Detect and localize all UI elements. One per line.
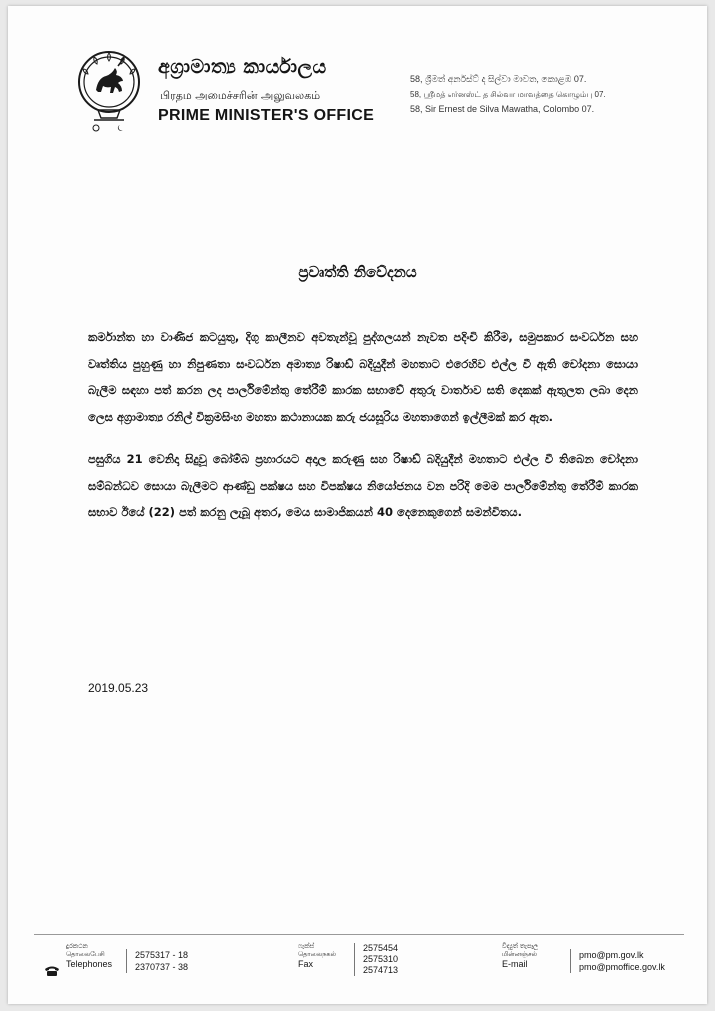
document-heading: ප්‍රවෘත්ති නිවේදනය xyxy=(298,263,417,281)
letterhead xyxy=(74,44,674,136)
telephone-label xyxy=(66,943,112,970)
sri-lanka-emblem-icon xyxy=(74,44,144,134)
org-name-sinhala: අග්‍රාමාත්‍ය කාර්යාලය xyxy=(158,56,327,78)
letterhead-footer xyxy=(34,934,684,985)
fax-number-2: 2575310 xyxy=(363,954,399,964)
telephone-number-1: 2575317 - 18 xyxy=(135,950,189,960)
telephone-icon xyxy=(44,965,60,977)
telephone-number-2: 2370737 - 38 xyxy=(135,962,189,972)
document-body xyxy=(88,324,638,542)
org-name-tamil: பிரதம அமைச்சரின் அலுவலகம் xyxy=(160,89,321,102)
org-name-english: PRIME MINISTER'S OFFICE xyxy=(158,107,375,124)
document-page xyxy=(8,6,707,1004)
body-paragraph-1: කර්මාන්ත හා වාණිජ කටයුතු, දිගු කාලීනව අවතැන්වූ පුද්ගලයන් නැවත පදිංචි කිරීම, සමුපකාර සංවර්ධන සහ වෘත්තිය පුහුණු හා නිපුණතා සංවර්ධන අමාත්‍ය රිෂාඩ් බදියුදීන් මහතාට එරෙහිව එල්ල වී ඇති චෝදනා සොයා බැලීම සඳහා පත් කරන ලද පාර්ලිමේන්තු තේරීම් කාරක සභාවේ අතුරු වාර්තාව සති දෙකක් ඇතුලත ලබා දෙන ලෙස අග්‍රාමාත්‍ය රනිල් වික්‍රමසිංහ මහතා කථානායක කරු ජයසූරිය මහතාගෙන් ඉල්ලීමක් කර ඇත. xyxy=(88,330,638,424)
telephone-label-sinhala: දුරකථන xyxy=(66,943,88,950)
telephone-numbers xyxy=(126,949,188,973)
body-paragraph-2: පසුගිය 21 වෙනිදා සිදුවූ බෝම්බ ප්‍රහාරයට අදාල කරුණු සහ රිෂාඩ් බදියුදීන් මහතාට එල්ල වී තිබෙන චෝදනා සම්බන්ධව සොයා බැලීමට ආණ්ඩු පක්ෂය සහ විපක්ෂය නියෝජනය වන පරිදි මෙම පාර්ලිමේන්තු තේරීම් කාරක සභාව ඊයේ (22) පත් කරනු ලැබූ අතර, මෙය සාමාජිකයන් 40 දෙනෙකුගෙන් සමන්විතය. xyxy=(88,452,638,519)
email-label-sinhala: විද්‍යුත් තැපෑල xyxy=(502,943,539,950)
fax-label-tamil: தொலைநகல் xyxy=(298,951,336,958)
fax-number-3: 2574713 xyxy=(363,965,399,975)
fax-numbers xyxy=(354,943,398,976)
fax-label-english: Fax xyxy=(298,959,314,969)
address-tamil: 58, ஸ்ரீமத் எர்னஸ்ட் த சில்வா மாவத்தை கொழும்பு 07. xyxy=(410,90,606,99)
address-sinhala: 58, ශ්‍රීමත් අර්නස්ට් ද සිල්වා මාවත, කොළඹ 07. xyxy=(410,74,587,84)
document-date: 2019.05.23 xyxy=(88,681,149,695)
email-address-2[interactable]: pmo@pmoffice.gov.lk xyxy=(579,962,665,972)
email-label-english: E-mail xyxy=(502,959,528,969)
email-label-tamil: மின்னஞ்சல் xyxy=(502,951,537,958)
telephone-label-english: Telephones xyxy=(66,959,113,969)
address-block xyxy=(410,72,606,117)
email-addresses xyxy=(570,949,665,973)
address-english: 58, Sir Ernest de Silva Mawatha, Colombo 07. xyxy=(410,104,595,114)
fax-number-1: 2575454 xyxy=(363,943,399,953)
fax-label-sinhala: ෆැක්ස් xyxy=(298,943,315,950)
email-label xyxy=(502,943,538,970)
telephone-label-tamil: தொலைபேசி xyxy=(66,951,105,958)
email-address-1[interactable]: pmo@pm.gov.lk xyxy=(579,950,644,960)
fax-label xyxy=(298,943,336,970)
